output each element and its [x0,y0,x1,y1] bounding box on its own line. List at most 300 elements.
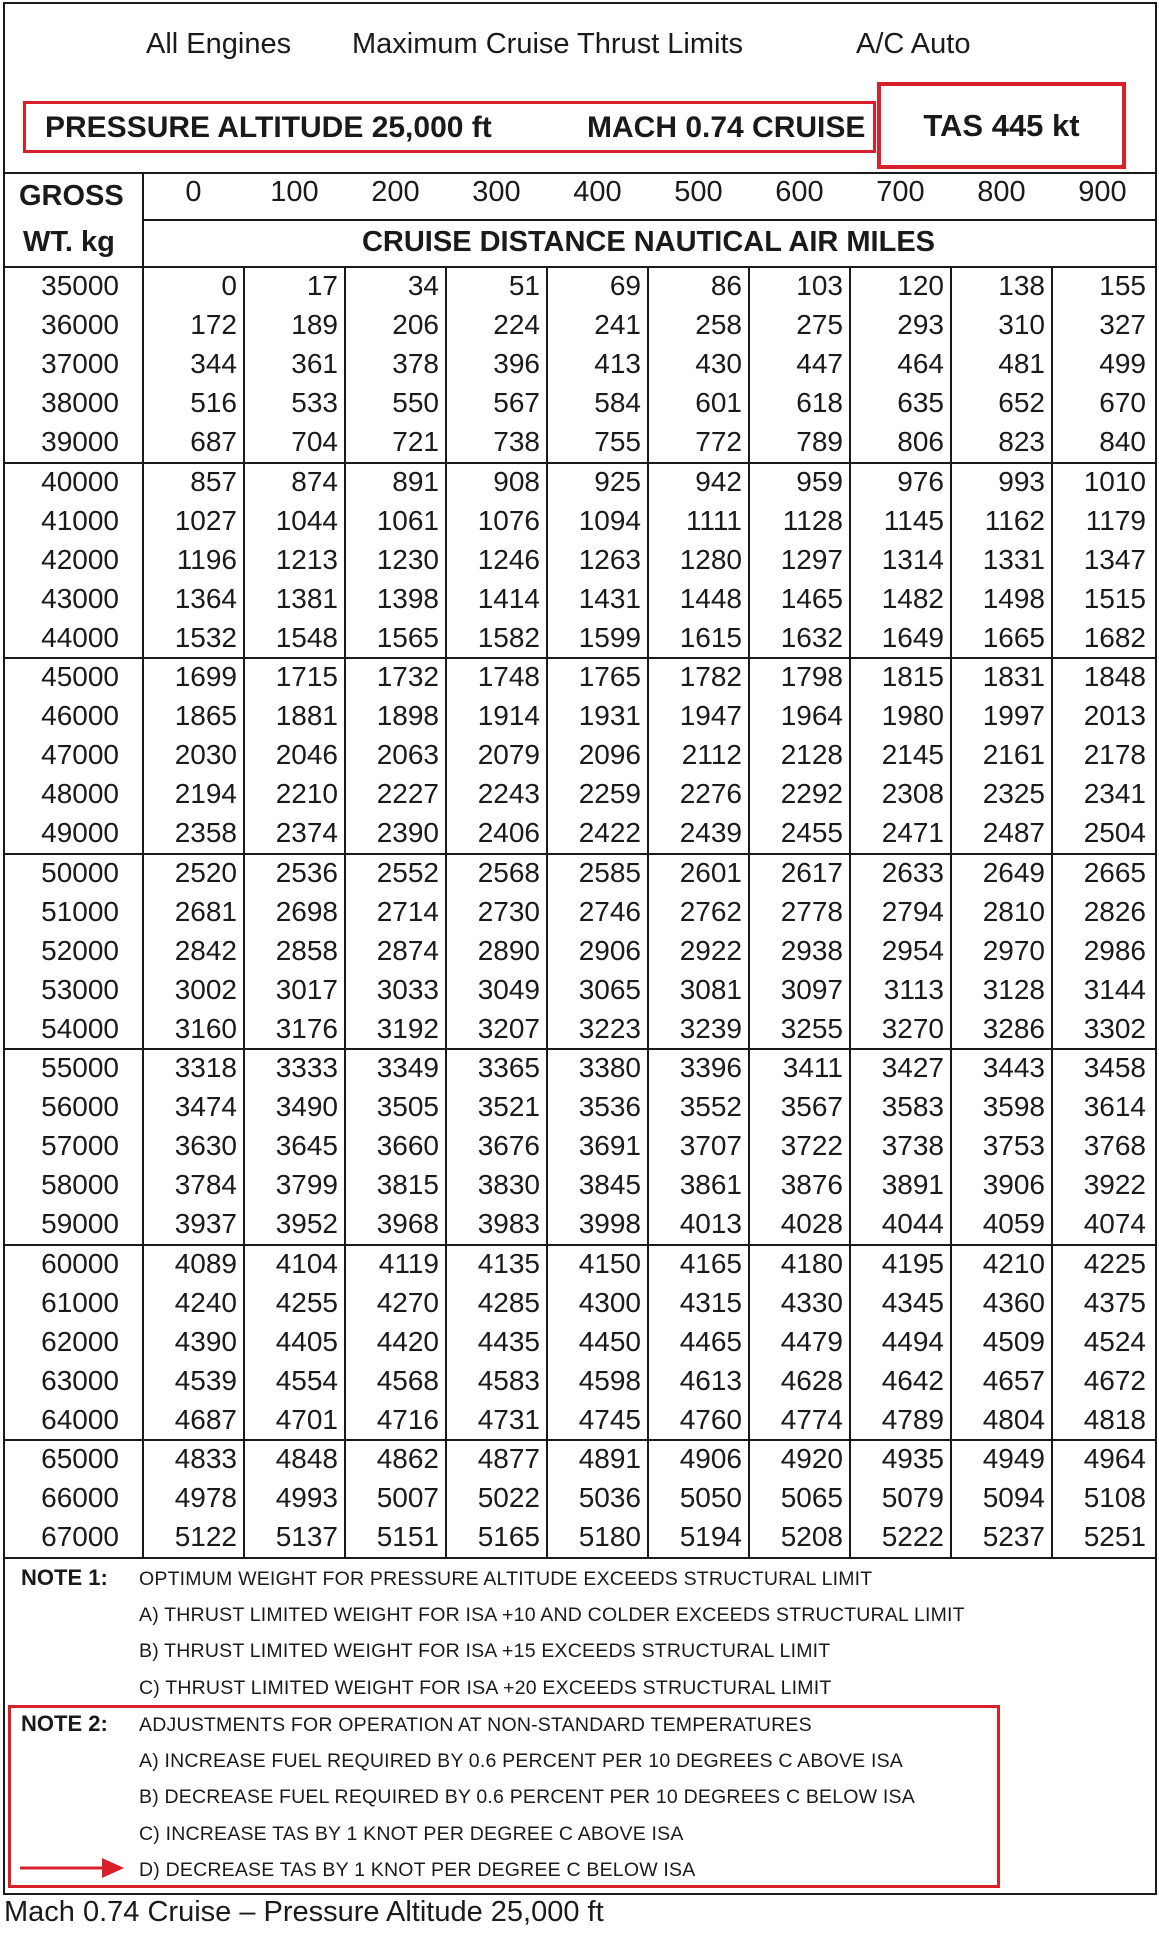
distance-cell: 2455 [780,817,843,849]
distance-cell: 1848 [1083,661,1146,692]
distance-cell: 1765 [578,661,641,692]
distance-cell: 789 [796,426,843,458]
note2-line: C) INCREASE TAS BY 1 KNOT PER DEGREE C ABOVE ISA [139,1823,684,1845]
distance-cell: 4390 [174,1325,237,1357]
distance-cell: 755 [594,426,641,458]
distance-cell: 2810 [982,895,1045,927]
distance-cell: 206 [392,309,439,341]
distance-cell: 3207 [477,1012,540,1044]
distance-cell: 4568 [376,1364,439,1396]
distance-cell: 3630 [174,1130,237,1162]
note2-line: A) INCREASE FUEL REQUIRED BY 0.6 PERCENT PER 10 DEGREES C ABOVE ISA [139,1750,904,1772]
distance-cell: 1865 [174,700,237,732]
distance-cell: 2128 [780,739,843,771]
distance-cell: 4964 [1083,1443,1146,1474]
distance-cell: 3458 [1083,1052,1146,1083]
distance-cell: 396 [493,348,540,380]
distance-cell: 1414 [477,582,540,614]
distance-cell: 1565 [376,621,439,653]
gross-weight-cell: 63000 [41,1364,119,1396]
distance-cell: 2633 [881,856,944,888]
distance-cell: 4877 [477,1443,540,1474]
distance-cell: 0 [221,270,237,301]
column-header: 500 [674,176,723,208]
distance-cell: 4285 [477,1286,540,1318]
distance-cell: 293 [897,309,944,341]
distance-cell: 2730 [477,895,540,927]
distance-cell: 1076 [477,504,540,536]
distance-cell: 3049 [477,973,540,1005]
distance-cell: 3906 [982,1169,1045,1201]
distance-cell: 3270 [881,1012,944,1044]
distance-cell: 378 [392,348,439,380]
distance-cell: 1347 [1083,543,1146,575]
distance-cell: 4360 [982,1286,1045,1318]
column-header: 800 [977,176,1026,208]
distance-cell: 2161 [982,739,1045,771]
distance-cell: 3239 [679,1012,742,1044]
distance-cell: 2536 [275,856,338,888]
distance-cell: 4628 [780,1364,843,1396]
distance-cell: 3380 [578,1052,641,1083]
distance-cell: 4993 [275,1482,338,1514]
distance-cell: 2714 [376,895,439,927]
distance-cell: 2439 [679,817,742,849]
distance-cell: 4613 [679,1364,742,1396]
distance-cell: 3784 [174,1169,237,1201]
distance-cell: 2954 [881,934,944,966]
distance-cell: 2341 [1083,778,1146,810]
distance-cell: 976 [897,465,944,497]
gross-weight-cell: 50000 [41,856,119,888]
distance-cell: 3033 [376,973,439,1005]
distance-cell: 2970 [982,934,1045,966]
gross-weight-cell: 35000 [41,270,119,301]
distance-cell: 4315 [679,1286,742,1318]
distance-cell: 3474 [174,1091,237,1123]
distance-cell: 172 [190,309,237,341]
distance-cell: 1699 [174,661,237,692]
distance-cell: 3707 [679,1130,742,1162]
distance-cell: 4119 [378,1247,439,1279]
top-header-row [5,4,1155,82]
distance-cell: 4804 [982,1403,1045,1435]
distance-cell: 3660 [376,1130,439,1162]
distance-cell: 3223 [578,1012,641,1044]
distance-cell: 3552 [679,1091,742,1123]
distance-cell: 2649 [982,856,1045,888]
gross-weight-cell: 59000 [41,1208,119,1240]
distance-cell: 4165 [679,1247,742,1279]
distance-cell: 3998 [578,1208,641,1240]
distance-cell: 1748 [477,661,540,692]
distance-cell: 310 [998,309,1045,341]
distance-cell: 447 [796,348,843,380]
distance-cell: 3815 [376,1169,439,1201]
cruise-table-sheet [3,2,1157,1895]
distance-cell: 189 [291,309,338,341]
distance-cell: 5065 [780,1482,843,1514]
distance-cell: 2858 [275,934,338,966]
distance-cell: 1364 [174,582,237,614]
distance-cell: 1448 [679,582,742,614]
distance-cell: 3722 [780,1130,843,1162]
distance-cell: 1061 [376,504,439,536]
note1-line: B) THRUST LIMITED WEIGHT FOR ISA +15 EXCEEDS STRUCTURAL LIMIT [139,1640,831,1662]
distance-cell: 2890 [477,934,540,966]
distance-cell: 1964 [780,700,843,732]
distance-cell: 4687 [174,1403,237,1435]
distance-cell: 4089 [174,1247,237,1279]
distance-cell: 258 [695,309,742,341]
distance-cell: 1498 [982,582,1045,614]
distance-cell: 4375 [1083,1286,1146,1318]
distance-cell: 3968 [376,1208,439,1240]
distance-cell: 5222 [881,1521,944,1553]
distance-cell: 3983 [477,1208,540,1240]
distance-cell: 3891 [881,1169,944,1201]
pressure-altitude-label: PRESSURE ALTITUDE 25,000 ft [45,111,492,144]
distance-cell: 4210 [982,1247,1045,1279]
distance-cell: 2096 [578,739,641,771]
distance-cell: 4642 [881,1364,944,1396]
distance-cell: 2922 [679,934,742,966]
distance-cell: 840 [1099,426,1146,458]
distance-cell: 721 [392,426,439,458]
distance-cell: 1465 [780,582,843,614]
distance-cell: 4862 [376,1443,439,1474]
distance-cell: 3691 [578,1130,641,1162]
distance-cell: 4848 [275,1443,338,1474]
distance-cell: 2601 [679,856,742,888]
distance-cell: 2178 [1083,739,1146,771]
distance-cell: 241 [594,309,641,341]
distance-cell: 2617 [780,856,843,888]
note1-line: C) THRUST LIMITED WEIGHT FOR ISA +20 EXCEEDS STRUCTURAL LIMIT [139,1677,832,1699]
distance-cell: 499 [1099,348,1146,380]
distance-cell: 1162 [984,504,1045,536]
gross-weight-cell: 43000 [41,582,119,614]
distance-cell: 2046 [275,739,338,771]
note1-line: A) THRUST LIMITED WEIGHT FOR ISA +10 AND COLDER EXCEEDS STRUCTURAL LIMIT [139,1604,965,1626]
distance-cell: 1145 [883,504,944,536]
cruise-distance-header: CRUISE DISTANCE NAUTICAL AIR MILES [361,226,936,258]
distance-cell: 4906 [679,1443,742,1474]
distance-cell: 1815 [881,661,944,692]
distance-cell: 2826 [1083,895,1146,927]
distance-cell: 1515 [1083,582,1146,614]
distance-cell: 413 [594,348,641,380]
distance-cell: 4524 [1083,1325,1146,1357]
distance-cell: 3081 [679,973,742,1005]
distance-cell: 3937 [174,1208,237,1240]
distance-cell: 4598 [578,1364,641,1396]
distance-cell: 3365 [477,1052,540,1083]
distance-cell: 925 [594,465,641,497]
distance-cell: 3255 [780,1012,843,1044]
gross-weight-cell: 38000 [41,387,119,419]
distance-cell: 3876 [780,1169,843,1201]
distance-cell: 1398 [376,582,439,614]
distance-cell: 3427 [881,1052,944,1083]
distance-cell: 1898 [376,700,439,732]
distance-cell: 959 [796,465,843,497]
distance-cell: 1532 [174,621,237,653]
distance-cell: 1431 [578,582,641,614]
distance-cell: 4270 [376,1286,439,1318]
distance-cell: 4345 [881,1286,944,1318]
distance-cell: 533 [291,387,338,419]
distance-cell: 2358 [174,817,237,849]
distance-cell: 5137 [275,1521,338,1553]
distance-cell: 51 [508,270,540,301]
distance-cell: 5165 [477,1521,540,1553]
ac-auto-label: A/C Auto [856,28,971,60]
distance-cell: 3160 [174,1012,237,1044]
gross-label: GROSS [19,180,124,212]
distance-cell: 224 [493,309,540,341]
distance-cell: 5208 [780,1521,843,1553]
note1-line: OPTIMUM WEIGHT FOR PRESSURE ALTITUDE EXCEEDS STRUCTURAL LIMIT [139,1568,873,1590]
distance-cell: 2243 [477,778,540,810]
note2-line: B) DECREASE FUEL REQUIRED BY 0.6 PERCENT PER 10 DEGREES C BELOW ISA [139,1786,915,1808]
distance-cell: 1632 [780,621,843,653]
distance-cell: 2276 [679,778,742,810]
distance-cell: 5108 [1083,1482,1146,1514]
distance-cell: 2906 [578,934,641,966]
gross-weight-cell: 48000 [41,778,119,810]
distance-cell: 2938 [780,934,843,966]
distance-cell: 344 [190,348,237,380]
distance-cell: 1297 [780,543,843,575]
distance-cell: 327 [1099,309,1146,341]
gross-weight-cell: 49000 [41,817,119,849]
distance-cell: 1179 [1085,504,1146,536]
distance-cell: 2194 [174,778,237,810]
distance-cell: 3952 [275,1208,338,1240]
distance-cell: 2665 [1083,856,1146,888]
distance-cell: 4494 [881,1325,944,1357]
distance-cell: 1128 [782,504,843,536]
distance-cell: 4225 [1083,1247,1146,1279]
distance-cell: 3505 [376,1091,439,1123]
distance-cell: 1615 [679,621,742,653]
distance-cell: 3521 [477,1091,540,1123]
distance-cell: 1230 [376,543,439,575]
distance-cell: 1980 [881,700,944,732]
distance-cell: 3830 [477,1169,540,1201]
distance-cell: 4774 [780,1403,843,1435]
distance-cell: 3799 [275,1169,338,1201]
distance-cell: 652 [998,387,1045,419]
distance-cell: 3097 [780,973,843,1005]
distance-cell: 1263 [578,543,641,575]
distance-cell: 4074 [1083,1208,1146,1240]
distance-cell: 670 [1099,387,1146,419]
distance-cell: 2874 [376,934,439,966]
distance-cell: 2030 [174,739,237,771]
distance-cell: 3490 [275,1091,338,1123]
distance-cell: 1649 [881,621,944,653]
distance-cell: 2568 [477,856,540,888]
engines-label: All Engines [146,28,292,60]
distance-cell: 3614 [1083,1091,1146,1123]
column-header: 300 [472,176,521,208]
distance-cell: 4104 [275,1247,338,1279]
distance-cell: 3676 [477,1130,540,1162]
arrow-right-icon [20,1855,125,1881]
gross-weight-cell: 39000 [41,426,119,458]
distance-cell: 5022 [477,1482,540,1514]
note2-line: D) DECREASE TAS BY 1 KNOT PER DEGREE C BELOW ISA [139,1859,696,1881]
distance-cell: 4818 [1083,1403,1146,1435]
column-header: 900 [1078,176,1127,208]
gross-weight-cell: 53000 [41,973,119,1005]
distance-cell: 4760 [679,1403,742,1435]
gross-weight-cell: 42000 [41,543,119,575]
distance-cell: 4949 [982,1443,1045,1474]
distance-cell: 4789 [881,1403,944,1435]
distance-cell: 874 [291,465,338,497]
column-header: 100 [270,176,319,208]
distance-cell: 2471 [881,817,944,849]
distance-cell: 1010 [1083,465,1146,497]
distance-cell: 1715 [275,661,338,692]
distance-cell: 3922 [1083,1169,1146,1201]
distance-cell: 1196 [176,543,237,575]
distance-cell: 4657 [982,1364,1045,1396]
distance-cell: 3333 [275,1052,338,1083]
distance-cell: 1682 [1083,621,1146,653]
gross-weight-cell: 64000 [41,1403,119,1435]
distance-cell: 2986 [1083,934,1146,966]
distance-cell: 4745 [578,1403,641,1435]
distance-cell: 4450 [578,1325,641,1357]
gross-weight-cell: 47000 [41,739,119,771]
distance-cell: 3318 [174,1052,237,1083]
distance-cell: 1782 [679,661,742,692]
distance-cell: 3286 [982,1012,1045,1044]
distance-cell: 5237 [982,1521,1045,1553]
distance-cell: 4255 [275,1286,338,1318]
distance-cell: 430 [695,348,742,380]
distance-cell: 2374 [275,817,338,849]
distance-cell: 3861 [679,1169,742,1201]
gross-weight-cell: 52000 [41,934,119,966]
distance-cell: 2406 [477,817,540,849]
gross-weight-cell: 37000 [41,348,119,380]
distance-cell: 5094 [982,1482,1045,1514]
distance-cell: 17 [306,270,338,301]
distance-cell: 1914 [477,700,540,732]
distance-cell: 2227 [376,778,439,810]
distance-cell: 1027 [174,504,237,536]
distance-cell: 704 [291,426,338,458]
distance-cell: 1881 [275,700,338,732]
distance-cell: 687 [190,426,237,458]
distance-cell: 4891 [578,1443,641,1474]
distance-cell: 1381 [275,582,338,614]
mach-cruise-label: MACH 0.74 CRUISE [587,111,866,144]
distance-cell: 3396 [679,1052,742,1083]
distance-cell: 2552 [376,856,439,888]
distance-cell: 4833 [174,1443,237,1474]
distance-cell: 120 [897,270,944,301]
column-header: 400 [573,176,622,208]
distance-cell: 2079 [477,739,540,771]
distance-cell: 2487 [982,817,1045,849]
distance-cell: 2210 [275,778,338,810]
distance-cell: 1931 [578,700,641,732]
distance-cell: 4920 [780,1443,843,1474]
distance-cell: 4935 [881,1443,944,1474]
gross-weight-cell: 40000 [41,465,119,497]
distance-cell: 1798 [780,661,843,692]
distance-cell: 5050 [679,1482,742,1514]
distance-cell: 4465 [679,1325,742,1357]
distance-cell: 4059 [982,1208,1045,1240]
gross-weight-cell: 51000 [41,895,119,927]
distance-cell: 1947 [679,700,742,732]
distance-cell: 806 [897,426,944,458]
distance-cell: 4978 [174,1482,237,1514]
distance-cell: 5036 [578,1482,641,1514]
divider [5,1557,1155,1559]
note2-label: NOTE 2: [21,1711,108,1736]
distance-cell: 3302 [1083,1012,1146,1044]
distance-cell: 2013 [1083,700,1146,732]
distance-cell: 4479 [780,1325,843,1357]
gross-weight-cell: 57000 [41,1130,119,1162]
distance-cell: 3845 [578,1169,641,1201]
distance-cell: 2325 [982,778,1045,810]
distance-cell: 3128 [982,973,1045,1005]
distance-cell: 891 [392,465,439,497]
distance-cell: 155 [1099,270,1146,301]
distance-cell: 464 [897,348,944,380]
distance-cell: 3176 [275,1012,338,1044]
distance-cell: 5079 [881,1482,944,1514]
distance-cell: 2698 [275,895,338,927]
distance-cell: 3738 [881,1130,944,1162]
distance-cell: 1599 [578,621,641,653]
distance-cell: 5251 [1083,1521,1146,1553]
gross-weight-cell: 45000 [41,661,119,692]
distance-cell: 1280 [679,543,742,575]
gross-weight-cell: 58000 [41,1169,119,1201]
distance-cell: 86 [710,270,742,301]
distance-cell: 3017 [275,973,338,1005]
column-header: 200 [371,176,420,208]
distance-cell: 738 [493,426,540,458]
distance-cell: 2145 [881,739,944,771]
gross-weight-cell: 41000 [41,504,119,536]
column-header: 600 [775,176,824,208]
distance-cell: 4300 [578,1286,641,1318]
distance-cell: 1482 [881,582,944,614]
distance-cell: 3645 [275,1130,338,1162]
distance-cell: 550 [392,387,439,419]
distance-cell: 601 [695,387,742,419]
distance-cell: 3144 [1083,973,1146,1005]
tas-label: TAS 445 kt [923,107,1080,143]
distance-cell: 516 [190,387,237,419]
distance-cell: 3113 [883,973,944,1005]
gross-weight-cell: 44000 [41,621,119,653]
distance-cell: 4435 [477,1325,540,1357]
gross-weight-cell: 36000 [41,309,119,341]
distance-cell: 4195 [881,1247,944,1279]
